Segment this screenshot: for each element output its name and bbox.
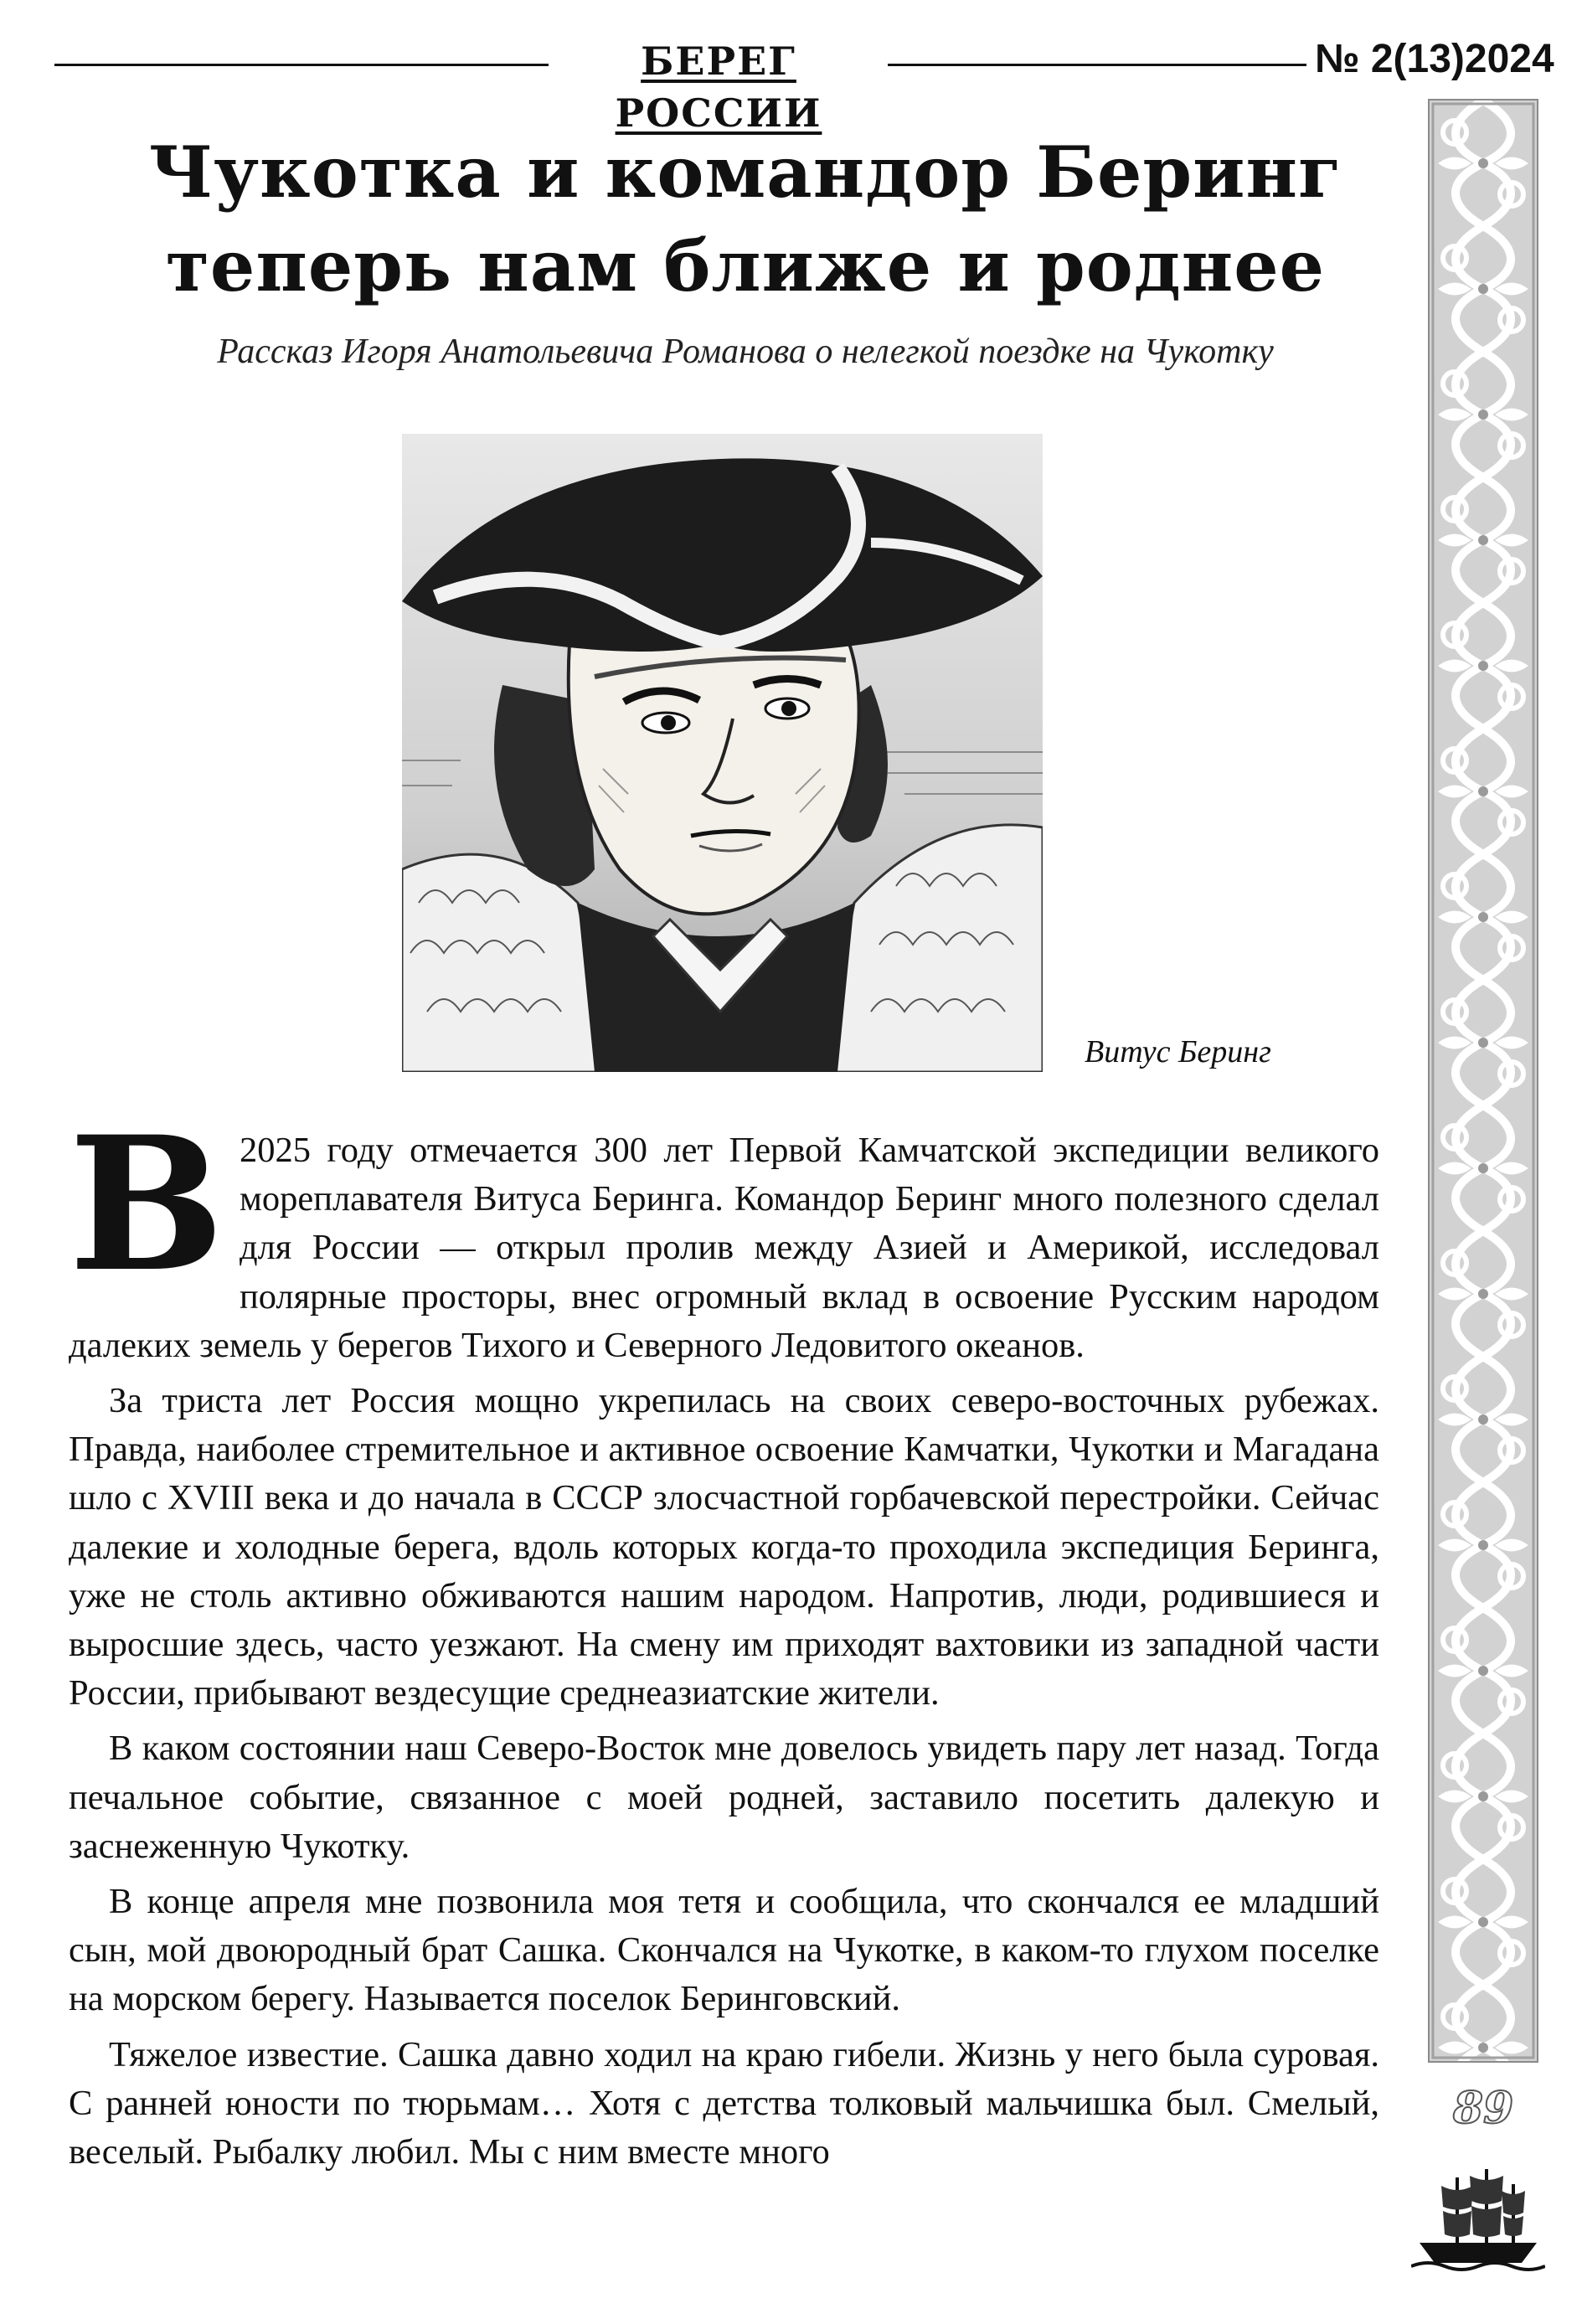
paragraph-5: Тяжелое известие. Сашка давно ходил на краю гибели. Жизнь у него была суровая. С ранней юности по тюрьмам… Хотя с детства толковый мальчишка был. Смелый, веселый. Рыбалку любил. Мы с ним вместе много [69, 2034, 1379, 2172]
journal-title: БЕРЕГ РОССИИ [615, 39, 822, 136]
article-title [92, 126, 1399, 313]
floral-ornament-border [1428, 99, 1538, 2063]
article-title-line-1: Чукотка и командор Беринг [148, 131, 1342, 214]
bering-portrait-image [402, 434, 1043, 1072]
article-body [69, 1095, 1379, 2183]
article-title-line-2: теперь нам ближе и роднее [165, 224, 1326, 307]
header-rule-left [54, 64, 549, 66]
issue-number: № 2(13)2024 [1315, 37, 1554, 81]
page-number: 89 [1452, 2083, 1514, 2134]
header-rule-right [888, 64, 1306, 66]
paragraph-4: В конце апреля мне позвонила моя тетя и сообщила, что скончался ее младший сын, мой двоюродный брат Сашка. Скончался на Чукотке, в каком-то глухом поселке на морском берегу. Называется поселок Беринговский. [69, 1882, 1379, 2019]
drop-cap: В [69, 1095, 224, 1312]
article-subtitle: Рассказ Игоря Анатольевича Романова о нелегкой поездке на Чукотку [217, 332, 1274, 371]
paragraph-3: В каком состоянии наш Северо-Восток мне довелось увидеть пару лет назад. Тогда печальное событие, связанное с моей родней, заставило посетить далекую и заснеженную Чукотку. [69, 1729, 1379, 1866]
paragraph-1: В 2025 году отмечается 300 лет Первой Камчатской экспедиции великого мореплавателя Витуса Беринга. Командор Беринг много полезного сделал для России — открыл пролив между Азией и Америкой, исследовал полярные просторы, внес огромный вклад в освоение Русским народом далеких земель у берегов Тихого и Северного Ледовитого океанов. [69, 1095, 1379, 1365]
image-caption: Витус Беринг [1085, 1034, 1271, 1069]
paragraph-2: За триста лет Россия мощно укрепилась на своих северо-восточных рубежах. Правда, наиболее стремительное и активное освоение Камчатки, Чукотки и Магадана шло с XVIII века и до начала в СССР злосчастной горбачевской перестройки. Сейчас далекие и холодные берега, вдоль которых когда-то проходила экспедиция Беринга, уже не столь активно обживаются нашим народом. Напротив, люди, родившиеся и выросшие здесь, часто уезжают. На смену им приходят вахтовики из западной части России, прибывают вездесущие среднеазиатские жители. [69, 1381, 1379, 1713]
sailing-ship-icon [1411, 2161, 1545, 2274]
